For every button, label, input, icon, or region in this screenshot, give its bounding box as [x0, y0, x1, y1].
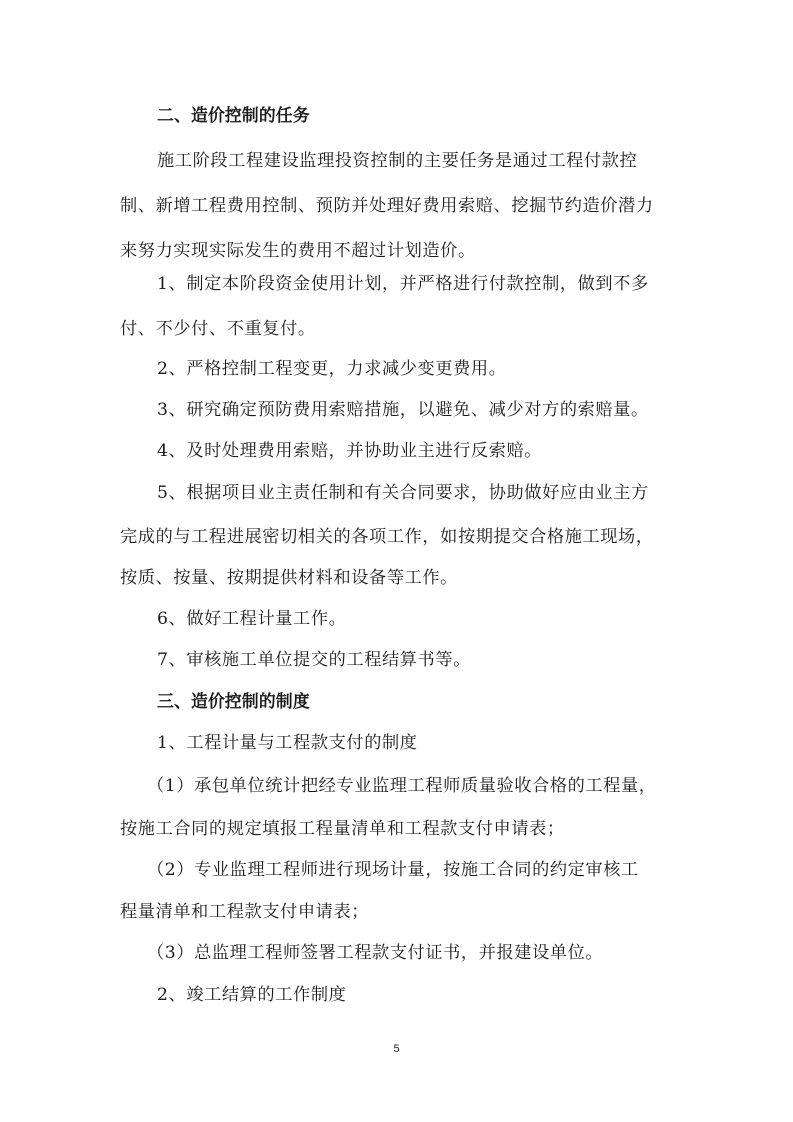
paragraph-line: 来努力实现实际发生的费用不超过计划造价。 — [120, 241, 476, 261]
section-heading-system: 三、造价控制的制度 — [157, 691, 310, 711]
paragraph-line: 施工阶段工程建设监理投资控制的主要任务是通过工程付款控 — [157, 151, 638, 171]
list-item-1-continued: 付、不少付、不重复付。 — [120, 319, 316, 339]
list-item-3: 3、研究确定预防费用索赔措施，以避免、减少对方的索赔量。 — [157, 400, 649, 420]
list-item-5-continued: 完成的与工程进展密切相关的各项工作，如按期提交合格施工现场， — [120, 527, 654, 547]
section-heading-task: 二、造价控制的任务 — [157, 105, 310, 125]
list-item-2: 2、严格控制工程变更，力求减少变更费用。 — [157, 359, 507, 379]
page-number: 5 — [393, 1043, 400, 1055]
list-item-4: 4、及时处理费用索赔，并协助业主进行反索赔。 — [157, 441, 543, 461]
sub-item-1: （1）承包单位统计把经专业监理工程师质量验收合格的工程量， — [147, 776, 657, 796]
sub-item-2-continued: 程量清单和工程款支付申请表； — [120, 902, 370, 922]
list-item-7: 7、审核施工单位提交的工程结算书等。 — [157, 650, 471, 670]
subsection-heading-2: 2、竣工结算的工作制度 — [157, 985, 347, 1005]
paragraph-line: 制、新增工程费用控制、预防并处理好费用索赔、挖掘节约造价潜力 — [120, 196, 654, 216]
list-item-1: 1、制定本阶段资金使用计划，并严格进行付款控制，做到不多 — [157, 274, 649, 294]
sub-item-1-continued: 按施工合同的规定填报工程量清单和工程款支付申请表； — [120, 819, 565, 839]
subsection-heading-1: 1、工程计量与工程款支付的制度 — [157, 733, 418, 753]
list-item-5: 5、根据项目业主责任制和有关合同要求，协助做好应由业主方 — [157, 483, 649, 503]
sub-item-2: （2）专业监理工程师进行现场计量，按施工合同的约定审核工 — [147, 860, 639, 880]
list-item-6: 6、做好工程计量工作。 — [157, 609, 347, 629]
sub-item-3: （3）总监理工程师签署工程款支付证书，并报建设单位。 — [147, 943, 604, 963]
list-item-5-continued: 按质、按量、按期提供材料和设备等工作。 — [120, 568, 458, 588]
